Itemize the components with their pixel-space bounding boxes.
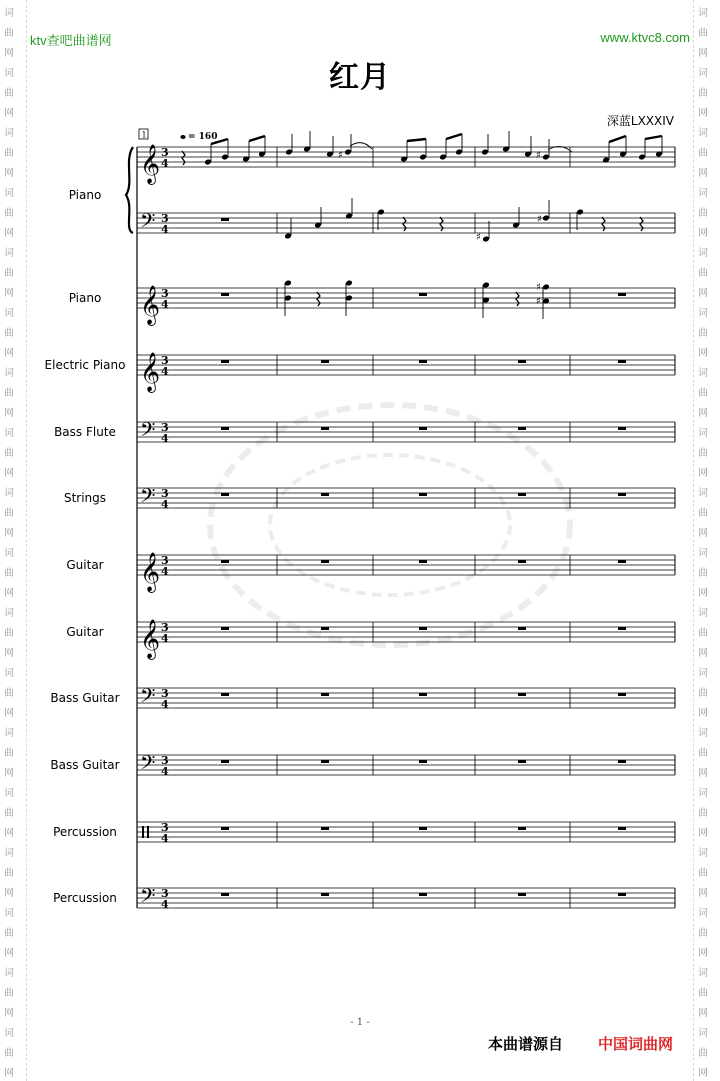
treble-clef-icon: 𝄞 <box>140 552 161 592</box>
sharp-icon: ♯ <box>536 282 541 293</box>
side-watermark-glyph: 曲 <box>698 388 708 399</box>
side-watermark-glyph: 网 <box>4 408 14 419</box>
side-watermark-glyph: 网 <box>698 648 708 659</box>
time-signature-top: 3 <box>161 687 169 700</box>
whole-rest-icon <box>321 560 329 563</box>
side-watermark-glyph: 词 <box>698 128 708 139</box>
whole-rest-icon <box>518 493 526 496</box>
side-watermark-glyph: 网 <box>698 48 708 59</box>
time-signature-bottom: 4 <box>161 898 169 911</box>
whole-rest-icon <box>221 427 229 430</box>
whole-rest-icon <box>419 760 427 763</box>
bass-clef-icon: 𝄢 <box>140 751 156 779</box>
whole-rest-icon <box>618 693 626 696</box>
whole-rest-icon <box>518 693 526 696</box>
time-signature-top: 3 <box>161 621 169 634</box>
footer-source-label: 本曲谱源自 <box>488 1035 564 1053</box>
time-signature-top: 3 <box>161 287 169 300</box>
side-watermark-glyph: 曲 <box>4 808 14 819</box>
side-watermark-glyph: 词 <box>4 428 14 439</box>
whole-rest-icon <box>518 893 526 896</box>
whole-rest-icon <box>221 627 229 630</box>
tempo-marking: = 160 <box>188 132 218 142</box>
side-watermark-glyph: 曲 <box>4 268 14 279</box>
side-watermark-glyph: 网 <box>698 228 708 239</box>
quarter-rest-icon <box>403 217 406 231</box>
side-watermark-glyph: 网 <box>4 708 14 719</box>
side-watermark-glyph: 网 <box>698 948 708 959</box>
whole-rest-icon <box>618 493 626 496</box>
treble-clef-icon: 𝄞 <box>140 352 161 392</box>
tempo-note-icon <box>180 135 185 139</box>
whole-rest-icon <box>518 760 526 763</box>
side-watermark-glyph: 曲 <box>698 328 708 339</box>
treble-clef-icon: 𝄞 <box>140 285 161 325</box>
quarter-rest-icon <box>602 217 605 231</box>
bass-clef-icon: 𝄢 <box>140 418 156 446</box>
side-watermark-glyph: 网 <box>4 228 14 239</box>
side-watermark-glyph: 曲 <box>4 988 14 999</box>
sharp-icon: ♯ <box>476 232 481 243</box>
side-watermark-glyph: 词 <box>698 668 708 679</box>
whole-rest-icon <box>419 893 427 896</box>
quarter-rest-icon <box>182 151 185 165</box>
whole-rest-icon <box>618 827 626 830</box>
side-watermark-glyph: 词 <box>698 908 708 919</box>
sharp-icon: ♯ <box>536 150 541 161</box>
time-signature-top: 3 <box>161 487 169 500</box>
side-watermark-glyph: 网 <box>698 828 708 839</box>
side-watermark-glyph: 曲 <box>4 628 14 639</box>
side-watermark-glyph: 词 <box>4 188 14 199</box>
time-signature-top: 3 <box>161 421 169 434</box>
tie <box>350 143 372 149</box>
side-watermark-glyph: 词 <box>698 848 708 859</box>
side-watermark-glyph: 网 <box>698 468 708 479</box>
instrument-label-bass-guitar-2: Bass Guitar <box>50 758 120 772</box>
whole-rest-icon <box>221 293 229 296</box>
instrument-label-percussion-2: Percussion <box>53 891 117 905</box>
side-watermark-glyph: 网 <box>4 648 14 659</box>
side-watermark-glyph: 网 <box>4 288 14 299</box>
side-watermark-glyph: 曲 <box>698 628 708 639</box>
time-signature-bottom: 4 <box>161 223 169 236</box>
whole-rest-icon <box>321 760 329 763</box>
bass-clef-icon: 𝄢 <box>140 484 156 512</box>
whole-rest-icon <box>618 560 626 563</box>
whole-rest-icon <box>618 760 626 763</box>
side-watermark-glyph: 曲 <box>4 208 14 219</box>
whole-rest-icon <box>419 827 427 830</box>
quarter-rest-icon <box>640 217 643 231</box>
whole-rest-icon <box>221 218 229 221</box>
whole-rest-icon <box>221 893 229 896</box>
side-watermark-glyph: 网 <box>698 348 708 359</box>
whole-rest-icon <box>618 893 626 896</box>
side-watermark-glyph: 网 <box>698 168 708 179</box>
side-watermark-glyph: 词 <box>698 428 708 439</box>
left-site-name: ktv查吧曲谱网 <box>30 33 112 48</box>
whole-rest-icon <box>321 427 329 430</box>
side-watermark-glyph: 网 <box>4 168 14 179</box>
beam <box>645 136 662 139</box>
side-watermark-glyph: 曲 <box>698 148 708 159</box>
side-watermark-glyph: 词 <box>698 788 708 799</box>
instrument-label-piano-2: Piano <box>68 291 102 305</box>
side-watermark-glyph: 网 <box>4 468 14 479</box>
beam <box>249 136 265 141</box>
side-watermark-glyph: 曲 <box>4 868 14 879</box>
composer-name: 深蓝LXXXIV <box>606 114 674 128</box>
instrument-label-guitar-2: Guitar <box>66 625 104 639</box>
side-watermark-glyph: 词 <box>4 1028 14 1039</box>
side-watermark-glyph: 曲 <box>4 448 14 459</box>
whole-rest-icon <box>419 360 427 363</box>
whole-rest-icon <box>419 627 427 630</box>
side-watermark-glyph: 词 <box>4 308 14 319</box>
time-signature-top: 3 <box>161 887 169 900</box>
side-watermark-glyph: 曲 <box>698 28 708 39</box>
side-watermark-glyph: 网 <box>4 1068 14 1079</box>
side-watermark-glyph: 网 <box>4 828 14 839</box>
song-title: 红月 <box>329 60 391 95</box>
beam <box>407 139 426 141</box>
time-signature-bottom: 4 <box>161 157 169 170</box>
page-number: - 1 - <box>350 1017 370 1028</box>
whole-rest-icon <box>618 360 626 363</box>
side-watermark-glyph: 曲 <box>4 508 14 519</box>
side-watermark-glyph: 曲 <box>698 508 708 519</box>
whole-rest-icon <box>419 560 427 563</box>
side-watermark-glyph: 词 <box>698 1028 708 1039</box>
time-signature-bottom: 4 <box>161 698 169 711</box>
time-signature-bottom: 4 <box>161 432 169 445</box>
instrument-label-strings: Strings <box>63 491 107 505</box>
instrument-label-electric-piano: Electric Piano <box>44 358 126 372</box>
side-watermark-glyph: 网 <box>4 1008 14 1019</box>
footer-source-site: 中国词曲网 <box>598 1035 674 1053</box>
side-watermark-glyph: 网 <box>698 288 708 299</box>
whole-rest-icon <box>419 293 427 296</box>
side-watermark-glyph: 网 <box>698 528 708 539</box>
whole-rest-icon <box>419 427 427 430</box>
treble-clef-icon: 𝄞 <box>140 619 161 659</box>
side-watermark-glyph: 词 <box>4 128 14 139</box>
side-watermark-glyph: 词 <box>698 728 708 739</box>
side-watermark-glyph: 词 <box>4 968 14 979</box>
sharp-icon: ♯ <box>537 214 542 225</box>
rehearsal-mark: 1 <box>141 130 147 140</box>
percussion-clef-icon <box>142 826 144 838</box>
whole-rest-icon <box>518 627 526 630</box>
instrument-label-piano-1: Piano <box>68 188 102 202</box>
side-watermark-glyph: 曲 <box>698 208 708 219</box>
instrument-label-percussion-1: Percussion <box>53 825 117 839</box>
bass-clef-icon: 𝄢 <box>140 209 156 237</box>
whole-rest-icon <box>321 693 329 696</box>
side-watermark-glyph: 曲 <box>4 1048 14 1059</box>
time-signature-bottom: 4 <box>161 565 169 578</box>
time-signature-bottom: 4 <box>161 832 169 845</box>
side-watermark-glyph: 词 <box>4 788 14 799</box>
side-watermark-glyph: 曲 <box>4 928 14 939</box>
whole-rest-icon <box>518 560 526 563</box>
whole-rest-icon <box>221 827 229 830</box>
beam <box>609 136 626 142</box>
side-watermark-glyph: 网 <box>698 708 708 719</box>
whole-rest-icon <box>419 493 427 496</box>
time-signature-top: 3 <box>161 146 169 159</box>
side-watermark-glyph: 曲 <box>4 688 14 699</box>
whole-rest-icon <box>618 293 626 296</box>
side-watermark-glyph: 词 <box>4 68 14 79</box>
side-watermark-glyph: 网 <box>698 108 708 119</box>
side-watermark-glyph: 网 <box>4 108 14 119</box>
time-signature-top: 3 <box>161 754 169 767</box>
bass-clef-icon: 𝄢 <box>140 684 156 712</box>
whole-rest-icon <box>221 360 229 363</box>
whole-rest-icon <box>618 627 626 630</box>
side-watermark-glyph: 词 <box>698 968 708 979</box>
sharp-icon: ♯ <box>536 296 541 307</box>
side-watermark-glyph: 词 <box>4 668 14 679</box>
side-watermark-glyph: 网 <box>4 588 14 599</box>
side-watermark-glyph: 曲 <box>698 868 708 879</box>
time-signature-top: 3 <box>161 554 169 567</box>
instrument-label-bass-flute: Bass Flute <box>54 425 116 439</box>
side-watermark-glyph: 网 <box>4 888 14 899</box>
whole-rest-icon <box>221 693 229 696</box>
time-signature-bottom: 4 <box>161 298 169 311</box>
side-watermark-glyph: 词 <box>4 908 14 919</box>
side-watermark-glyph: 词 <box>698 68 708 79</box>
treble-clef-icon: 𝄞 <box>140 144 161 184</box>
whole-rest-icon <box>518 827 526 830</box>
instrument-label-bass-guitar-1: Bass Guitar <box>50 691 120 705</box>
quarter-rest-icon <box>440 217 443 231</box>
whole-rest-icon <box>419 693 427 696</box>
side-watermark-glyph: 词 <box>698 488 708 499</box>
time-signature-bottom: 4 <box>161 765 169 778</box>
whole-rest-icon <box>221 493 229 496</box>
whole-rest-icon <box>518 427 526 430</box>
side-watermark-glyph: 词 <box>698 308 708 319</box>
side-watermark-glyph: 曲 <box>4 148 14 159</box>
side-watermark-glyph: 曲 <box>698 268 708 279</box>
side-watermark-glyph: 曲 <box>698 688 708 699</box>
time-signature-top: 3 <box>161 212 169 225</box>
side-watermark-glyph: 网 <box>698 1008 708 1019</box>
side-watermark-glyph: 曲 <box>698 448 708 459</box>
percussion-clef-icon <box>147 826 149 838</box>
side-watermark-glyph: 网 <box>4 528 14 539</box>
time-signature-bottom: 4 <box>161 365 169 378</box>
side-watermark-glyph: 曲 <box>4 328 14 339</box>
whole-rest-icon <box>321 360 329 363</box>
side-watermark-glyph: 词 <box>698 548 708 559</box>
side-watermark-glyph: 词 <box>4 488 14 499</box>
side-watermark-glyph: 词 <box>4 548 14 559</box>
side-watermark-glyph: 词 <box>4 368 14 379</box>
side-watermark-glyph: 词 <box>698 248 708 259</box>
side-watermark-glyph: 网 <box>698 1068 708 1079</box>
whole-rest-icon <box>321 627 329 630</box>
side-watermark-glyph: 网 <box>4 48 14 59</box>
side-watermark-glyph: 词 <box>4 248 14 259</box>
whole-rest-icon <box>221 760 229 763</box>
side-watermark-glyph: 曲 <box>698 568 708 579</box>
side-watermark-glyph: 词 <box>4 8 14 19</box>
side-watermark-glyph: 词 <box>698 8 708 19</box>
side-watermark-glyph: 词 <box>698 188 708 199</box>
whole-rest-icon <box>321 893 329 896</box>
side-watermark-glyph: 网 <box>4 948 14 959</box>
sharp-icon: ♯ <box>338 150 343 161</box>
instrument-label-guitar-1: Guitar <box>66 558 104 572</box>
bass-clef-icon: 𝄢 <box>140 884 156 912</box>
side-watermark-glyph: 曲 <box>698 928 708 939</box>
side-watermark-glyph: 词 <box>698 608 708 619</box>
side-watermark-glyph: 网 <box>698 588 708 599</box>
whole-rest-icon <box>321 493 329 496</box>
side-watermark-glyph: 词 <box>4 848 14 859</box>
side-watermark-glyph: 曲 <box>698 748 708 759</box>
beam <box>446 134 462 139</box>
whole-rest-icon <box>221 560 229 563</box>
side-watermark-glyph: 曲 <box>4 88 14 99</box>
quarter-rest-icon <box>317 292 320 306</box>
side-watermark-glyph: 曲 <box>698 1048 708 1059</box>
whole-rest-icon <box>321 827 329 830</box>
right-site-url: www.ktvc8.com <box>600 30 690 45</box>
side-watermark-glyph: 网 <box>4 768 14 779</box>
whole-rest-icon <box>518 360 526 363</box>
side-watermark-glyph: 曲 <box>698 988 708 999</box>
side-watermark-glyph: 网 <box>4 348 14 359</box>
time-signature-bottom: 4 <box>161 498 169 511</box>
time-signature-top: 3 <box>161 821 169 834</box>
side-watermark-glyph: 曲 <box>4 748 14 759</box>
side-watermark-glyph: 曲 <box>4 28 14 39</box>
side-watermark-glyph: 曲 <box>4 388 14 399</box>
side-watermark-glyph: 网 <box>698 768 708 779</box>
whole-rest-icon <box>618 427 626 430</box>
side-watermark-glyph: 曲 <box>698 88 708 99</box>
side-watermark-glyph: 曲 <box>698 808 708 819</box>
side-watermark-glyph: 网 <box>698 408 708 419</box>
quarter-rest-icon <box>516 292 519 306</box>
time-signature-top: 3 <box>161 354 169 367</box>
side-watermark-glyph: 词 <box>4 728 14 739</box>
side-watermark-glyph: 词 <box>4 608 14 619</box>
side-watermark-glyph: 曲 <box>4 568 14 579</box>
side-watermark-glyph: 词 <box>698 368 708 379</box>
side-watermark-glyph: 网 <box>698 888 708 899</box>
time-signature-bottom: 4 <box>161 632 169 645</box>
